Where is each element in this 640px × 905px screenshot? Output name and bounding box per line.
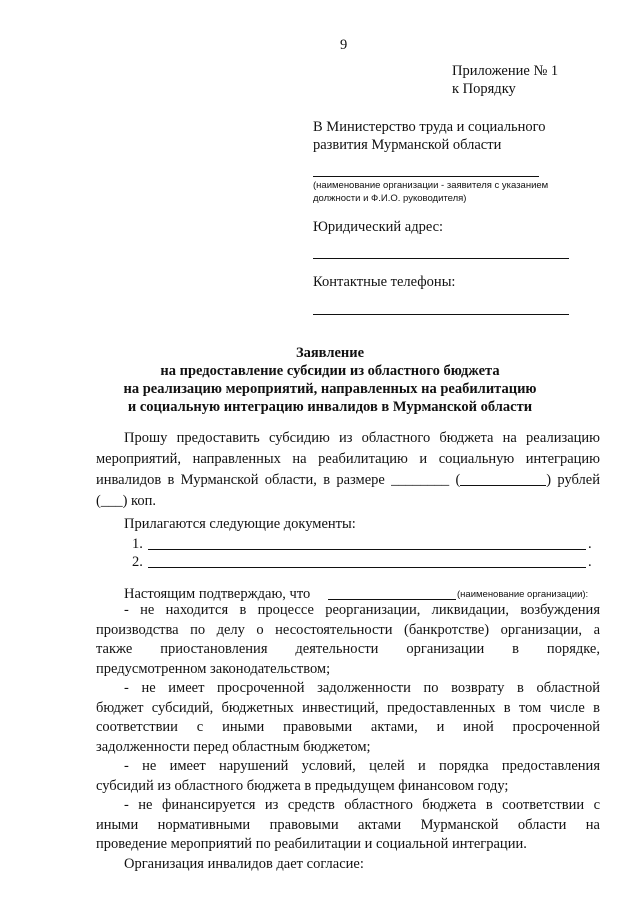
request-paragraph bbox=[96, 428, 600, 512]
consent-line: Организация инвалидов дает согласие: bbox=[124, 855, 364, 872]
confirmation-list bbox=[96, 601, 600, 874]
confirm-intro: Настоящим подтверждаю, что bbox=[124, 586, 311, 602]
amount-words-blank[interactable] bbox=[460, 471, 546, 486]
request-line-3b: ) рублей bbox=[546, 472, 600, 488]
documents-intro: Прилагаются следующие документы: bbox=[124, 516, 356, 532]
condition-1-line-1: - не находится в процессе реорганизации, ликвидации, возбуждения bbox=[124, 602, 600, 618]
condition-2-line-3: соответствии с иными правовыми актами, и иной просроченной bbox=[96, 719, 600, 735]
condition-4-line-3: проведение мероприятий по реабилитации и социальной интеграции. bbox=[96, 836, 527, 852]
condition-2-line-2: бюджет субсидий, бюджетных инвестиций, предоставленных в том числе в bbox=[96, 699, 600, 716]
request-line-4: (___) коп. bbox=[96, 493, 156, 509]
condition-1-line-3: также приостановления деятельности организации в порядке, bbox=[96, 641, 600, 657]
documents-item-1-number: 1. bbox=[132, 536, 143, 552]
title-line-4: и социальную интеграцию инвалидов в Мурманской области bbox=[127, 399, 533, 415]
condition-1-line-4: предусмотренном законодательством; bbox=[96, 660, 331, 677]
contact-phones-label: Контактные телефоны: bbox=[313, 274, 456, 290]
appendix-line-2: к Порядку bbox=[452, 81, 516, 97]
appendix-line-1: Приложение № 1 bbox=[452, 63, 559, 79]
condition-4-line-1: - не финансируется из средств областного бюджета в соответствии с bbox=[124, 797, 600, 813]
title-line-3: на реализацию мероприятий, направленных на реабилитацию bbox=[123, 381, 537, 397]
documents-item-2-number: 2. bbox=[132, 554, 143, 570]
recipient-line-1: В Министерство труда и социального bbox=[313, 119, 546, 135]
condition-1-line-2: производства по делу о несостоятельности (банкротстве) организации, а bbox=[96, 621, 600, 638]
request-line-2: мероприятий, направленных на реабилитацию и социальную интеграцию bbox=[96, 451, 600, 467]
request-line-1: Прошу предоставить субсидию из областного бюджета на реализацию bbox=[124, 430, 600, 446]
condition-4-line-2: иными нормативными правовыми актами Мурманской области на bbox=[96, 816, 600, 833]
org-hint-line-1: (наименование организации - заявителя с указанием bbox=[313, 180, 549, 191]
contact-phones-underline bbox=[313, 314, 569, 315]
condition-2-line-4: задолженности перед областным бюджетом; bbox=[96, 738, 371, 755]
documents-item-1-end: . bbox=[588, 536, 592, 552]
documents-item-2-line[interactable] bbox=[148, 567, 586, 568]
condition-3-line-1: - не имеет нарушений условий, целей и порядка предоставления bbox=[124, 758, 600, 774]
confirm-org-underline[interactable] bbox=[328, 599, 456, 600]
condition-2-line-1: - не имеет просроченной задолженности по возврату в областной bbox=[124, 680, 600, 696]
org-name-underline bbox=[313, 176, 539, 177]
request-line-3a: инвалидов в Мурманской области, в размере ________ ( bbox=[96, 472, 461, 488]
recipient-line-2: развития Мурманской области bbox=[313, 137, 502, 153]
confirm-org-hint: (наименование организации): bbox=[457, 589, 589, 600]
legal-address-underline bbox=[313, 258, 569, 259]
org-hint-line-2: должности и Ф.И.О. руководителя) bbox=[313, 193, 467, 204]
title-line-2: на предоставление субсидии из областного бюджета bbox=[160, 363, 500, 379]
legal-address-label: Юридический адрес: bbox=[313, 219, 444, 235]
documents-item-1-line[interactable] bbox=[148, 549, 586, 550]
documents-item-2-end: . bbox=[588, 554, 592, 570]
title-line-1: Заявление bbox=[295, 345, 365, 361]
condition-3-line-2: субсидий из областного бюджета в предыдущем финансовом году; bbox=[96, 777, 509, 794]
page-number: 9 bbox=[340, 37, 348, 53]
